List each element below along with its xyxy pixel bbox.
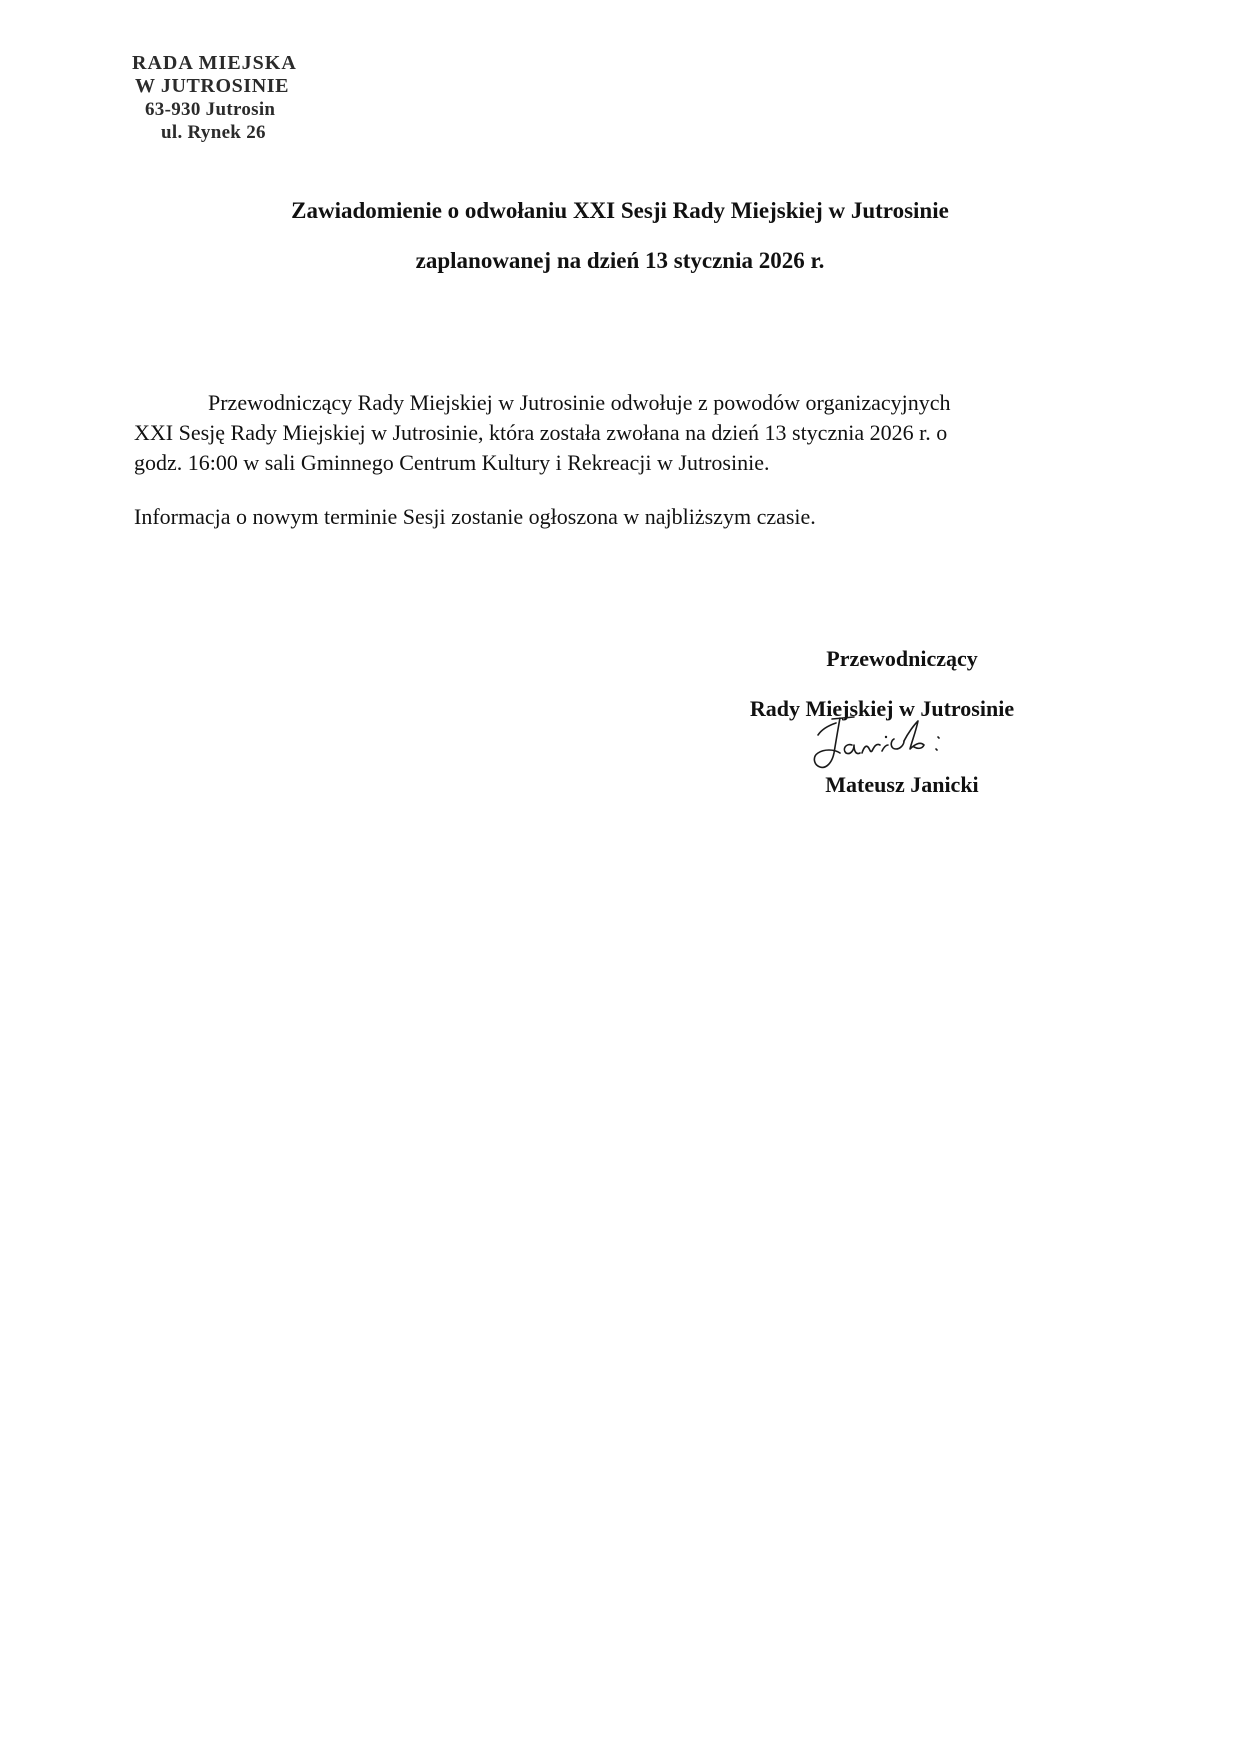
signature-role: Przewodniczący	[826, 646, 978, 671]
body-paragraph-1-line: XXI Sesję Rady Miejskiej w Jutrosinie, która została zwołana na dzień 13 stycznia 2026 r. o	[134, 420, 948, 445]
signature-council: Rady Miejskiej w Jutrosinie	[749, 696, 1015, 721]
body-paragraph-1-line: Przewodniczący Rady Miejskiej w Jutrosinie odwołuje z powodów organizacyjnych	[208, 390, 951, 415]
handwritten-signature	[796, 715, 976, 777]
signature-name: Mateusz Janicki	[825, 772, 979, 797]
stamp-line-street: ul. Rynek 26	[161, 122, 266, 143]
body-paragraph-2: Informacja o nowym terminie Sesji zostanie ogłoszona w najbliższym czasie.	[134, 504, 816, 529]
document-title-line-2: zaplanowanej na dzień 13 stycznia 2026 r.	[415, 248, 825, 273]
stamp-line-council: RADA MIEJSKA	[132, 52, 297, 74]
document-title-line-1: Zawiadomienie o odwołaniu XXI Sesji Rady Miejskiej w Jutrosinie	[291, 198, 949, 223]
body-paragraph-1	[134, 388, 1074, 478]
council-stamp	[108, 52, 328, 144]
stamp-line-town: W JUTROSINIE	[135, 75, 290, 97]
body-paragraph-1-line: godz. 16:00 w sali Gminnego Centrum Kultury i Rekreacji w Jutrosinie.	[134, 450, 770, 475]
stamp-line-postcode: 63-930 Jutrosin	[145, 99, 276, 120]
